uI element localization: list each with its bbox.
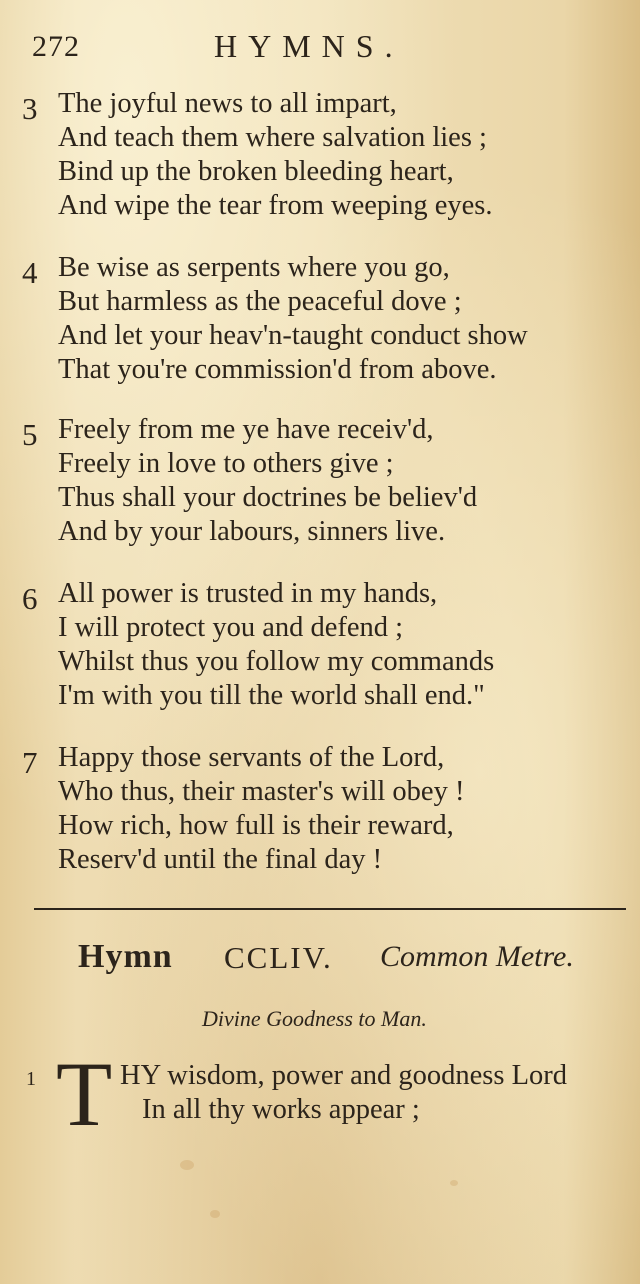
verse-line: But harmless as the peaceful dove ; <box>58 286 462 317</box>
stanza-number: 3 <box>22 91 38 126</box>
hymn-number: CCLIV. <box>224 940 333 975</box>
verse-line: And let your heav'n-taught conduct show <box>58 320 528 351</box>
verse-line: How rich, how full is their reward, <box>58 810 454 841</box>
verse-line: Freely in love to others give ; <box>58 448 394 479</box>
running-title: HYMNS. <box>214 28 404 64</box>
foxing-spot <box>450 1180 458 1186</box>
verse-line: Bind up the broken bleeding heart, <box>58 156 454 187</box>
stanza-number: 6 <box>22 581 38 616</box>
foxing-spot <box>180 1160 194 1170</box>
verse-line: Thus shall your doctrines be believ'd <box>58 482 478 513</box>
verse-line: That you're commission'd from above. <box>58 354 497 385</box>
verse-line: In all thy works appear ; <box>142 1094 420 1125</box>
verse-line: Be wise as serpents where you go, <box>58 252 450 283</box>
stanza-number: 4 <box>22 255 38 290</box>
hymn-subject: Divine Goodness to Man. <box>202 1006 427 1031</box>
verse-line: Happy those servants of the Lord, <box>58 742 445 773</box>
stanza-number: 5 <box>22 417 38 452</box>
hymn-metre: Common Metre. <box>380 940 574 973</box>
verse-line: All power is trusted in my hands, <box>58 578 438 609</box>
hymn-label: Hymn <box>78 938 173 975</box>
running-head <box>24 22 624 70</box>
verse-line: The joyful news to all impart, <box>58 88 397 119</box>
verse-line: Whilst thus you follow my commands <box>58 646 495 677</box>
foxing-spot <box>210 1210 220 1218</box>
hymn-heading <box>78 938 638 982</box>
page-number: 272 <box>32 30 80 63</box>
stanza-number: 1 <box>26 1068 36 1090</box>
verse-line: And by your labours, sinners live. <box>58 516 446 547</box>
drop-cap: T <box>56 1043 113 1145</box>
verse-line: Freely from me ye have receiv'd, <box>58 414 434 445</box>
verse-line: Reserv'd until the final day ! <box>58 844 383 875</box>
verse-line: I'm with you till the world shall end." <box>58 680 485 711</box>
verse-line: And wipe the tear from weeping eyes. <box>58 190 493 221</box>
verse-line: I will protect you and defend ; <box>58 612 404 643</box>
section-divider <box>34 908 626 910</box>
verse-line: HY wisdom, power and goodness Lord <box>120 1060 567 1091</box>
verse-line: Who thus, their master's will obey ! <box>58 776 465 807</box>
stanza-number: 7 <box>22 745 38 780</box>
verse-line: And teach them where salvation lies ; <box>58 122 487 153</box>
